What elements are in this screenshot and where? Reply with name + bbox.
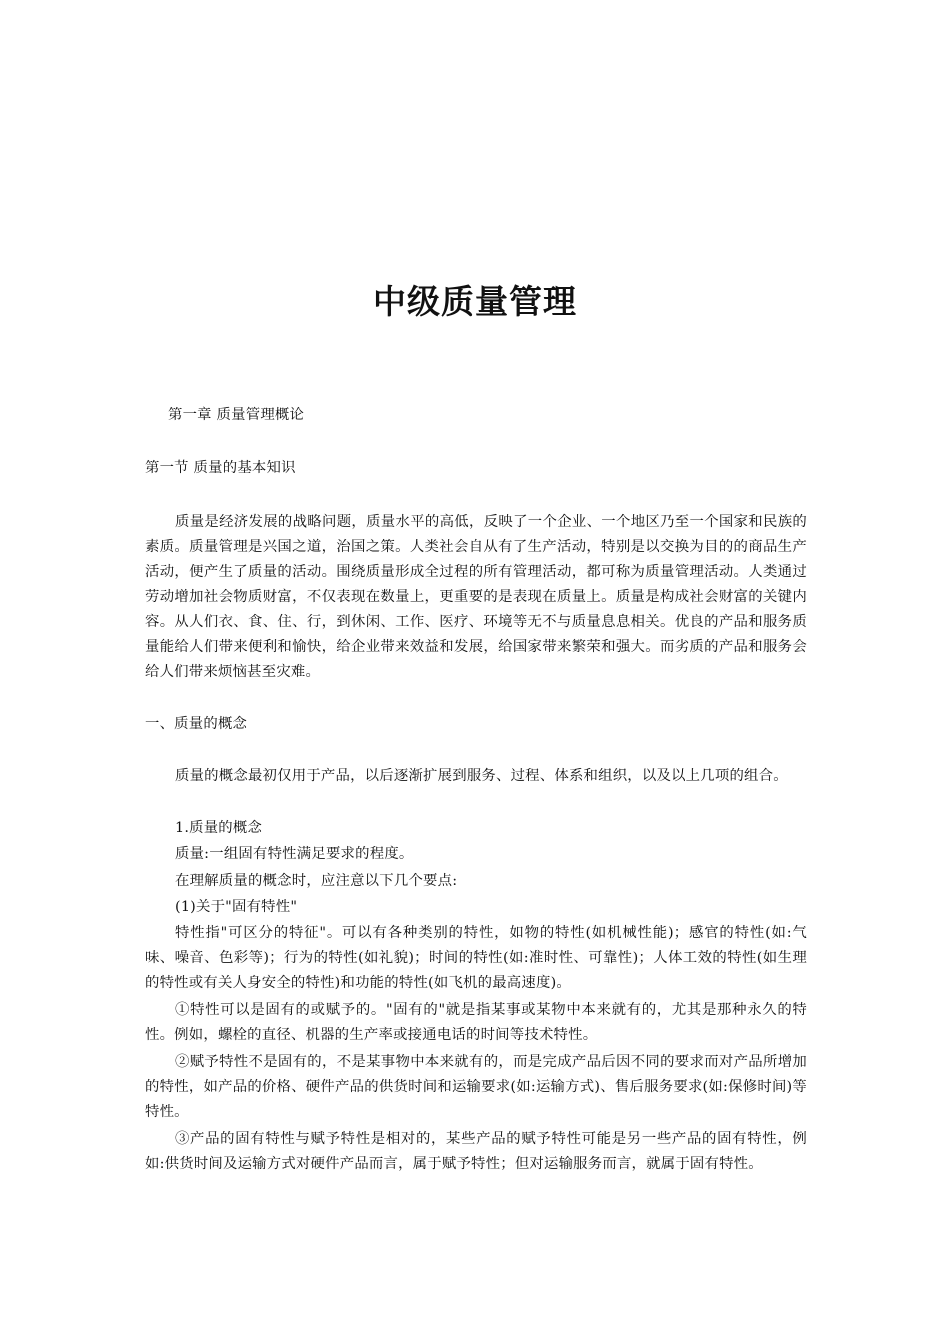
chapter-heading: 第一章 质量管理概论 <box>168 407 305 423</box>
section-heading: 第一节 质量的基本知识 <box>145 460 296 476</box>
scope-paragraph: 质量的概念最初仅用于产品，以后逐渐扩展到服务、过程、体系和组织，以及以上几项的组合。 <box>175 768 788 784</box>
concept-heading: 一、质量的概念 <box>145 716 248 732</box>
inherent-characteristics-paragraph: ①特性可以是固有的或赋予的。"固有的"就是指某事或某物中本来就有的，尤其是那种永久的特性。例如，螺栓的直径、机器的生产率或接通电话的时间等技术特性。 <box>145 1002 807 1043</box>
definition-paragraph: 质量:一组固有特性满足要求的程度。 <box>175 846 414 862</box>
characteristics-paragraph: 特性指"可区分的特征"。可以有各种类别的特性，如物的特性(如机械性能)；感官的特性(如:气味、噪音、色彩等)；行为的特性(如礼貌)；时间的特性(如:准时性、可靠性)；人体工效的特性(如生理的特性或有关人身安全的特性)和功能的特性(如飞机的最高速度)。 <box>145 925 807 991</box>
document-title: 中级质量管理 <box>373 282 577 321</box>
assigned-characteristics-paragraph: ②赋予特性不是固有的，不是某事物中本来就有的，而是完成产品后因不同的要求而对产品所增加的特性，如产品的价格、硬件产品的供货时间和运输要求(如:运输方式)、售后服务要求(如:保修时间)等特性。 <box>145 1054 807 1120</box>
item-heading: 1.质量的概念 <box>175 820 263 836</box>
point-heading: (1)关于"固有特性" <box>175 899 298 915</box>
points-intro-paragraph: 在理解质量的概念时，应注意以下几个要点: <box>175 873 458 889</box>
intro-paragraph: 质量是经济发展的战略问题，质量水平的高低，反映了一个企业、一个地区乃至一个国家和民族的素质。质量管理是兴国之道，治国之策。人类社会自从有了生产活动，特别是以交换为目的的商品生产活动，便产生了质量的活动。围绕质量形成全过程的所有管理活动，都可称为质量管理活动。人类通过劳动增加社会物质财富，不仅表现在数量上，更重要的是表现在质量上。质量是构成社会财富的关键内容。从人们衣、食、住、行，到休闲、工作、医疗、环境等无不与质量息息相关。优良的产品和服务质量能给人们带来便利和愉快，给企业带来效益和发展，给国家带来繁荣和强大。而劣质的产品和服务会给人们带来烦恼甚至灾难。 <box>145 514 807 680</box>
relative-characteristics-paragraph: ③产品的固有特性与赋予特性是相对的，某些产品的赋予特性可能是另一些产品的固有特性，例如:供货时间及运输方式对硬件产品而言，属于赋予特性；但对运输服务而言，就属于固有特性。 <box>145 1131 807 1172</box>
